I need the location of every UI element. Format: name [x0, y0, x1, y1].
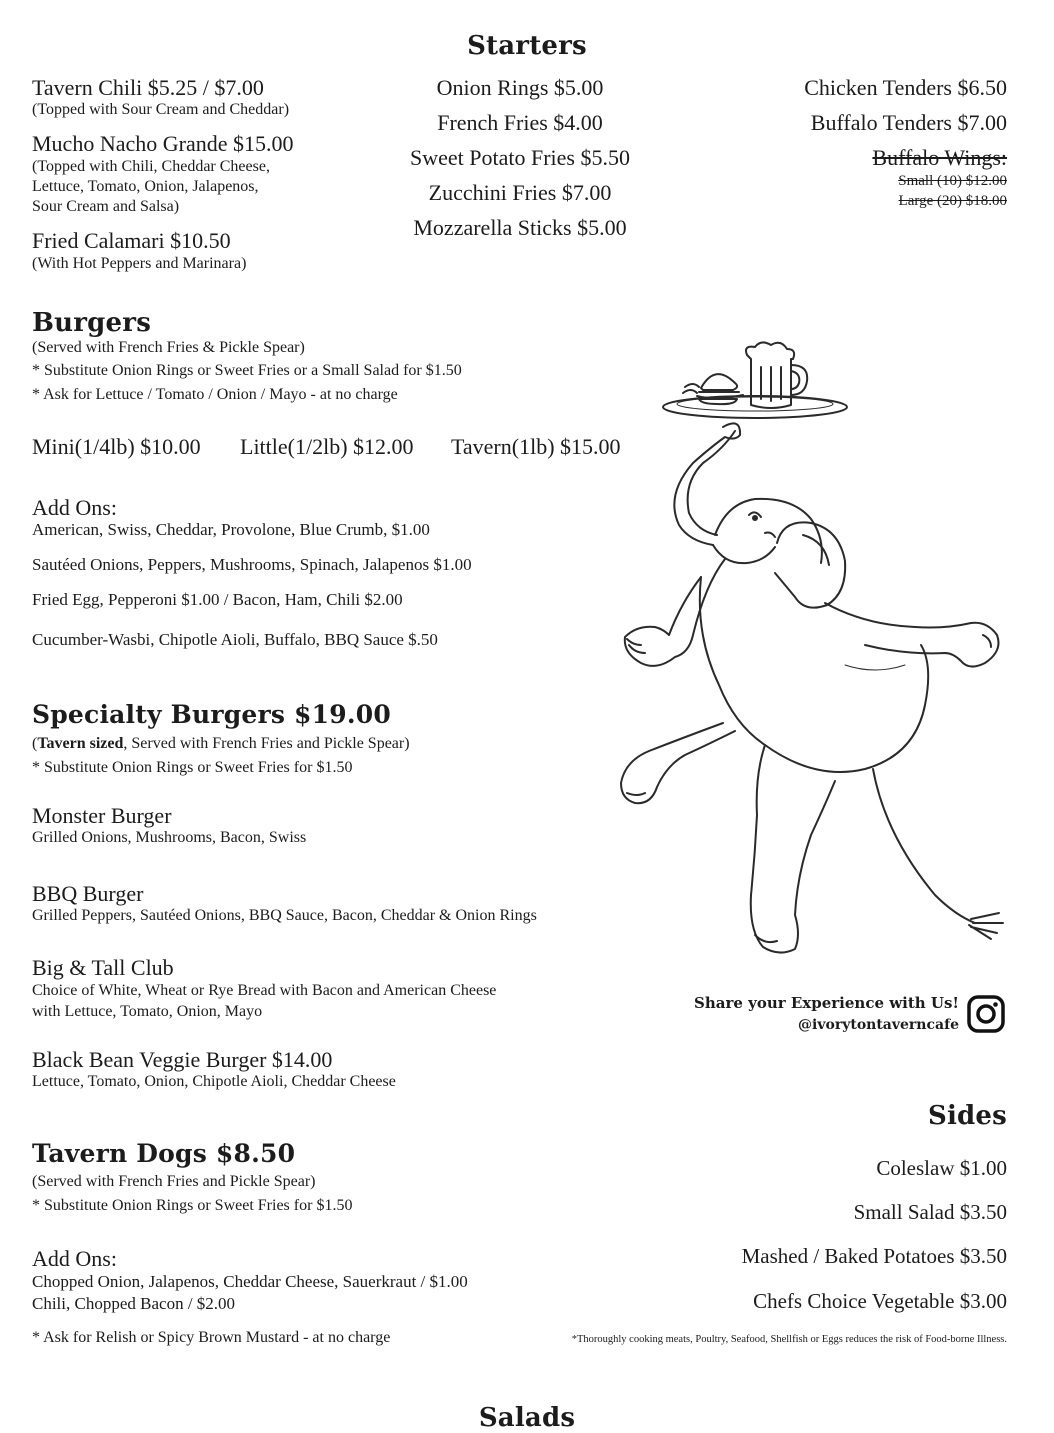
starter-onion-rings: Onion Rings $5.00	[436, 75, 604, 100]
specialty-heading: Specialty Burgers $19.00	[32, 700, 391, 729]
food-safety-disclaimer: *Thoroughly cooking meats, Poultry, Seafood, Shellfish or Eggs reduces the risk of Food-borne Illness.	[571, 1334, 1007, 1345]
burger-addon-line: Sautéed Onions, Peppers, Mushrooms, Spinach, Jalapenos $1.00	[32, 555, 472, 574]
specialty-big-tall-club: Big & Tall Club	[32, 955, 174, 980]
dogs-addons-heading: Add Ons:	[32, 1246, 117, 1271]
dogs-heading: Tavern Dogs $8.50	[32, 1139, 296, 1168]
dogs-substitute: * Substitute Onion Rings or Sweet Fries for $1.50	[32, 1197, 353, 1214]
wings-large: Large (20) $18.00	[898, 193, 1007, 209]
starter-fried-calamari: Fried Calamari $10.50	[32, 228, 231, 253]
salads-heading-partial: Salads	[478, 1403, 576, 1433]
dogs-ask: * Ask for Relish or Spicy Brown Mustard - at no charge	[32, 1329, 391, 1346]
starter-sweet-potato-fries: Sweet Potato Fries $5.50	[410, 145, 630, 170]
starter-zucchini-fries: Zucchini Fries $7.00	[428, 180, 612, 205]
burger-size-tavern: Tavern(1lb) $15.00	[451, 434, 621, 459]
starters-heading: Starters	[467, 31, 587, 61]
specialty-bbq-burger: BBQ Burger	[32, 881, 144, 906]
specialty-desc: Lettuce, Tomato, Onion, Chipotle Aioli, Cheddar Cheese	[32, 1073, 396, 1090]
starter-desc: Sour Cream and Salsa)	[32, 198, 180, 215]
starter-tavern-chili: Tavern Chili $5.25 / $7.00	[32, 75, 264, 100]
burger-addon-line: American, Swiss, Cheddar, Provolone, Blue Crumb, $1.00	[32, 520, 430, 539]
starter-buffalo-tenders: Buffalo Tenders $7.00	[810, 110, 1007, 135]
elephant-waiter-illustration	[615, 335, 1015, 965]
starter-mozzarella-sticks: Mozzarella Sticks $5.00	[413, 215, 627, 240]
specialty-desc: Choice of White, Wheat or Rye Bread with Bacon and American Cheese	[32, 982, 497, 999]
side-potatoes: Mashed / Baked Potatoes $3.50	[741, 1244, 1007, 1268]
social-share-text: Share your Experience with Us!	[693, 994, 959, 1012]
starter-desc: (With Hot Peppers and Marinara)	[32, 255, 247, 272]
starter-chicken-tenders: Chicken Tenders $6.50	[804, 75, 1007, 100]
burgers-served: (Served with French Fries & Pickle Spear)	[32, 339, 305, 356]
specialty-desc: Grilled Onions, Mushrooms, Bacon, Swiss	[32, 829, 307, 846]
side-small-salad: Small Salad $3.50	[853, 1200, 1007, 1224]
starter-buffalo-wings: Buffalo Wings:	[872, 145, 1007, 170]
dogs-addon-line: Chili, Chopped Bacon / $2.00	[32, 1294, 236, 1313]
starter-desc: Lettuce, Tomato, Onion, Jalapenos,	[32, 178, 259, 195]
burger-addon-line: Fried Egg, Pepperoni $1.00 / Bacon, Ham, Chili $2.00	[32, 590, 403, 609]
specialty-note: (Tavern sized, Served with French Fries and Pickle Spear)	[32, 735, 410, 752]
dogs-addon-line: Chopped Onion, Jalapenos, Cheddar Cheese, Sauerkraut / $1.00	[32, 1272, 468, 1291]
burgers-ask: * Ask for Lettuce / Tomato / Onion / Mayo - at no charge	[32, 386, 398, 403]
specialty-monster-burger: Monster Burger	[32, 803, 172, 828]
social-handle[interactable]: @ivorytontaverncafe	[798, 1017, 959, 1033]
burger-addon-line: Cucumber-Wasbi, Chipotle Aioli, Buffalo, BBQ Sauce $.50	[32, 630, 438, 649]
burger-addons-heading: Add Ons:	[32, 495, 117, 520]
sides-heading: Sides	[927, 1101, 1007, 1131]
specialty-substitute: * Substitute Onion Rings or Sweet Fries for $1.50	[32, 759, 353, 776]
burger-size-little: Little(1/2lb) $12.00	[240, 434, 414, 459]
dogs-served: (Served with French Fries and Pickle Spear)	[32, 1173, 316, 1190]
burgers-heading: Burgers	[32, 308, 152, 338]
side-coleslaw: Coleslaw $1.00	[876, 1156, 1007, 1180]
burgers-substitute: * Substitute Onion Rings or Sweet Fries or a Small Salad for $1.50	[32, 362, 462, 379]
burger-size-mini: Mini(1/4lb) $10.00	[32, 434, 201, 459]
starter-french-fries: French Fries $4.00	[437, 110, 603, 135]
starter-desc: (Topped with Chili, Cheddar Cheese,	[32, 158, 270, 175]
specialty-black-bean-burger: Black Bean Veggie Burger $14.00	[32, 1047, 333, 1072]
specialty-desc: with Lettuce, Tomato, Onion, Mayo	[32, 1003, 263, 1020]
side-vegetable: Chefs Choice Vegetable $3.00	[753, 1289, 1007, 1313]
starter-desc: (Topped with Sour Cream and Cheddar)	[32, 101, 290, 118]
starter-mucho-nacho: Mucho Nacho Grande $15.00	[32, 131, 294, 156]
wings-small: Small (10) $12.00	[898, 173, 1007, 189]
instagram-icon[interactable]	[967, 995, 1005, 1033]
specialty-desc: Grilled Peppers, Sautéed Onions, BBQ Sauce, Bacon, Cheddar & Onion Rings	[32, 907, 537, 924]
